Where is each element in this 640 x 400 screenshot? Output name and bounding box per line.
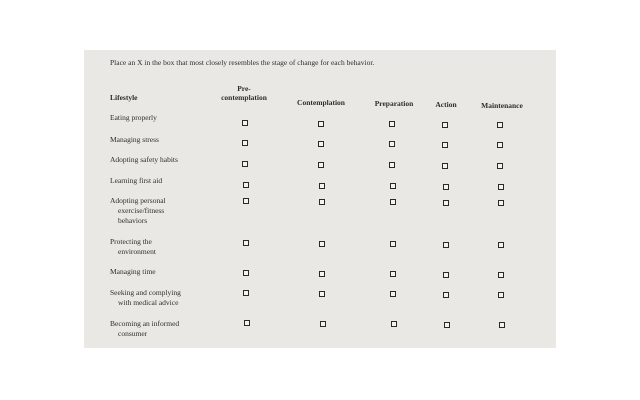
row-label-eating [110, 113, 157, 123]
checkbox-row7-preparation[interactable] [390, 271, 396, 277]
checkbox-row5-contemplation[interactable] [319, 199, 325, 205]
checkbox-row8-preparation[interactable] [390, 291, 396, 297]
checkbox-row5-action[interactable] [443, 200, 449, 206]
column-header-precontemplation [212, 84, 276, 103]
checkbox-row4-maintenance[interactable] [498, 184, 504, 190]
checkbox-row6-preparation[interactable] [390, 241, 396, 247]
checkbox-row9-precontemplation[interactable] [244, 320, 250, 326]
checkbox-row7-contemplation[interactable] [319, 271, 325, 277]
row-label-medical [110, 288, 181, 308]
row-label-environment [110, 237, 156, 257]
row-label-line1: Seeking and complying [110, 288, 181, 297]
row-label-line1: Managing time [110, 267, 156, 276]
checkbox-row6-precontemplation[interactable] [243, 240, 249, 246]
checkbox-row3-action[interactable] [442, 163, 448, 169]
checkbox-row6-maintenance[interactable] [498, 242, 504, 248]
checkbox-row2-preparation[interactable] [389, 141, 395, 147]
checkbox-row7-action[interactable] [443, 272, 449, 278]
row-label-line1: Adopting personal [110, 196, 166, 205]
checkbox-row9-action[interactable] [444, 322, 450, 328]
checkbox-row1-action[interactable] [442, 122, 448, 128]
worksheet-page [84, 50, 556, 348]
checkbox-row4-contemplation[interactable] [319, 183, 325, 189]
checkbox-row7-precontemplation[interactable] [243, 270, 249, 276]
checkbox-row7-maintenance[interactable] [498, 272, 504, 278]
checkbox-row8-maintenance[interactable] [498, 292, 504, 298]
checkbox-row3-precontemplation[interactable] [242, 161, 248, 167]
checkbox-row9-contemplation[interactable] [320, 321, 326, 327]
row-label-line2: environment [118, 247, 156, 257]
row-label-line1: Learning first aid [110, 176, 163, 185]
row-label-line2: exercise/fitness [118, 206, 165, 216]
precontemplation-line1: Pre- [237, 84, 251, 93]
column-header-contemplation: Contemplation [297, 98, 345, 107]
checkbox-row4-precontemplation[interactable] [243, 182, 249, 188]
checkbox-row9-maintenance[interactable] [499, 322, 505, 328]
row-label-line2: consumer [118, 329, 148, 339]
checkbox-row8-precontemplation[interactable] [243, 290, 249, 296]
checkbox-row6-action[interactable] [443, 242, 449, 248]
checkbox-row2-maintenance[interactable] [497, 142, 503, 148]
row-label-line1: Eating properly [110, 113, 157, 122]
row-label-line1: Protecting the [110, 237, 152, 246]
row-label-first-aid [110, 176, 162, 186]
row-label-line2: with medical advice [118, 298, 179, 308]
row-label-stress [110, 135, 159, 145]
row-label-line3: behaviors [118, 216, 148, 226]
checkbox-row3-maintenance[interactable] [497, 163, 503, 169]
checkbox-row4-preparation[interactable] [390, 183, 396, 189]
checkbox-row3-contemplation[interactable] [318, 162, 324, 168]
row-label-exercise [110, 196, 166, 226]
checkbox-row1-maintenance[interactable] [497, 122, 503, 128]
checkbox-row2-precontemplation[interactable] [242, 140, 248, 146]
row-label-line1: Adopting safety habits [110, 155, 178, 164]
checkbox-row8-action[interactable] [443, 292, 449, 298]
checkbox-row8-contemplation[interactable] [319, 291, 325, 297]
row-label-safety [110, 155, 178, 165]
row-label-consumer [110, 319, 179, 339]
row-label-line1: Becoming an informed [110, 319, 180, 328]
column-header-action: Action [435, 100, 457, 109]
precontemplation-line2: contemplation [221, 93, 267, 103]
checkbox-row1-precontemplation[interactable] [242, 120, 248, 126]
row-label-line1: Managing stress [110, 135, 159, 144]
checkbox-row5-precontemplation[interactable] [243, 198, 249, 204]
column-header-maintenance: Maintenance [481, 101, 523, 110]
column-header-lifestyle: Lifestyle [110, 93, 138, 102]
checkbox-row5-maintenance[interactable] [498, 200, 504, 206]
checkbox-row5-preparation[interactable] [390, 199, 396, 205]
checkbox-row2-action[interactable] [442, 142, 448, 148]
checkbox-row1-contemplation[interactable] [318, 121, 324, 127]
column-header-preparation: Preparation [374, 99, 414, 108]
checkbox-row2-contemplation[interactable] [318, 141, 324, 147]
instruction-text: Place an X in the box that most closely resembles the stage of change for each behavior. [110, 58, 375, 67]
row-label-time [110, 267, 156, 277]
checkbox-row9-preparation[interactable] [391, 321, 397, 327]
checkbox-row4-action[interactable] [443, 184, 449, 190]
checkbox-row1-preparation[interactable] [389, 121, 395, 127]
checkbox-row6-contemplation[interactable] [319, 241, 325, 247]
checkbox-row3-preparation[interactable] [389, 162, 395, 168]
